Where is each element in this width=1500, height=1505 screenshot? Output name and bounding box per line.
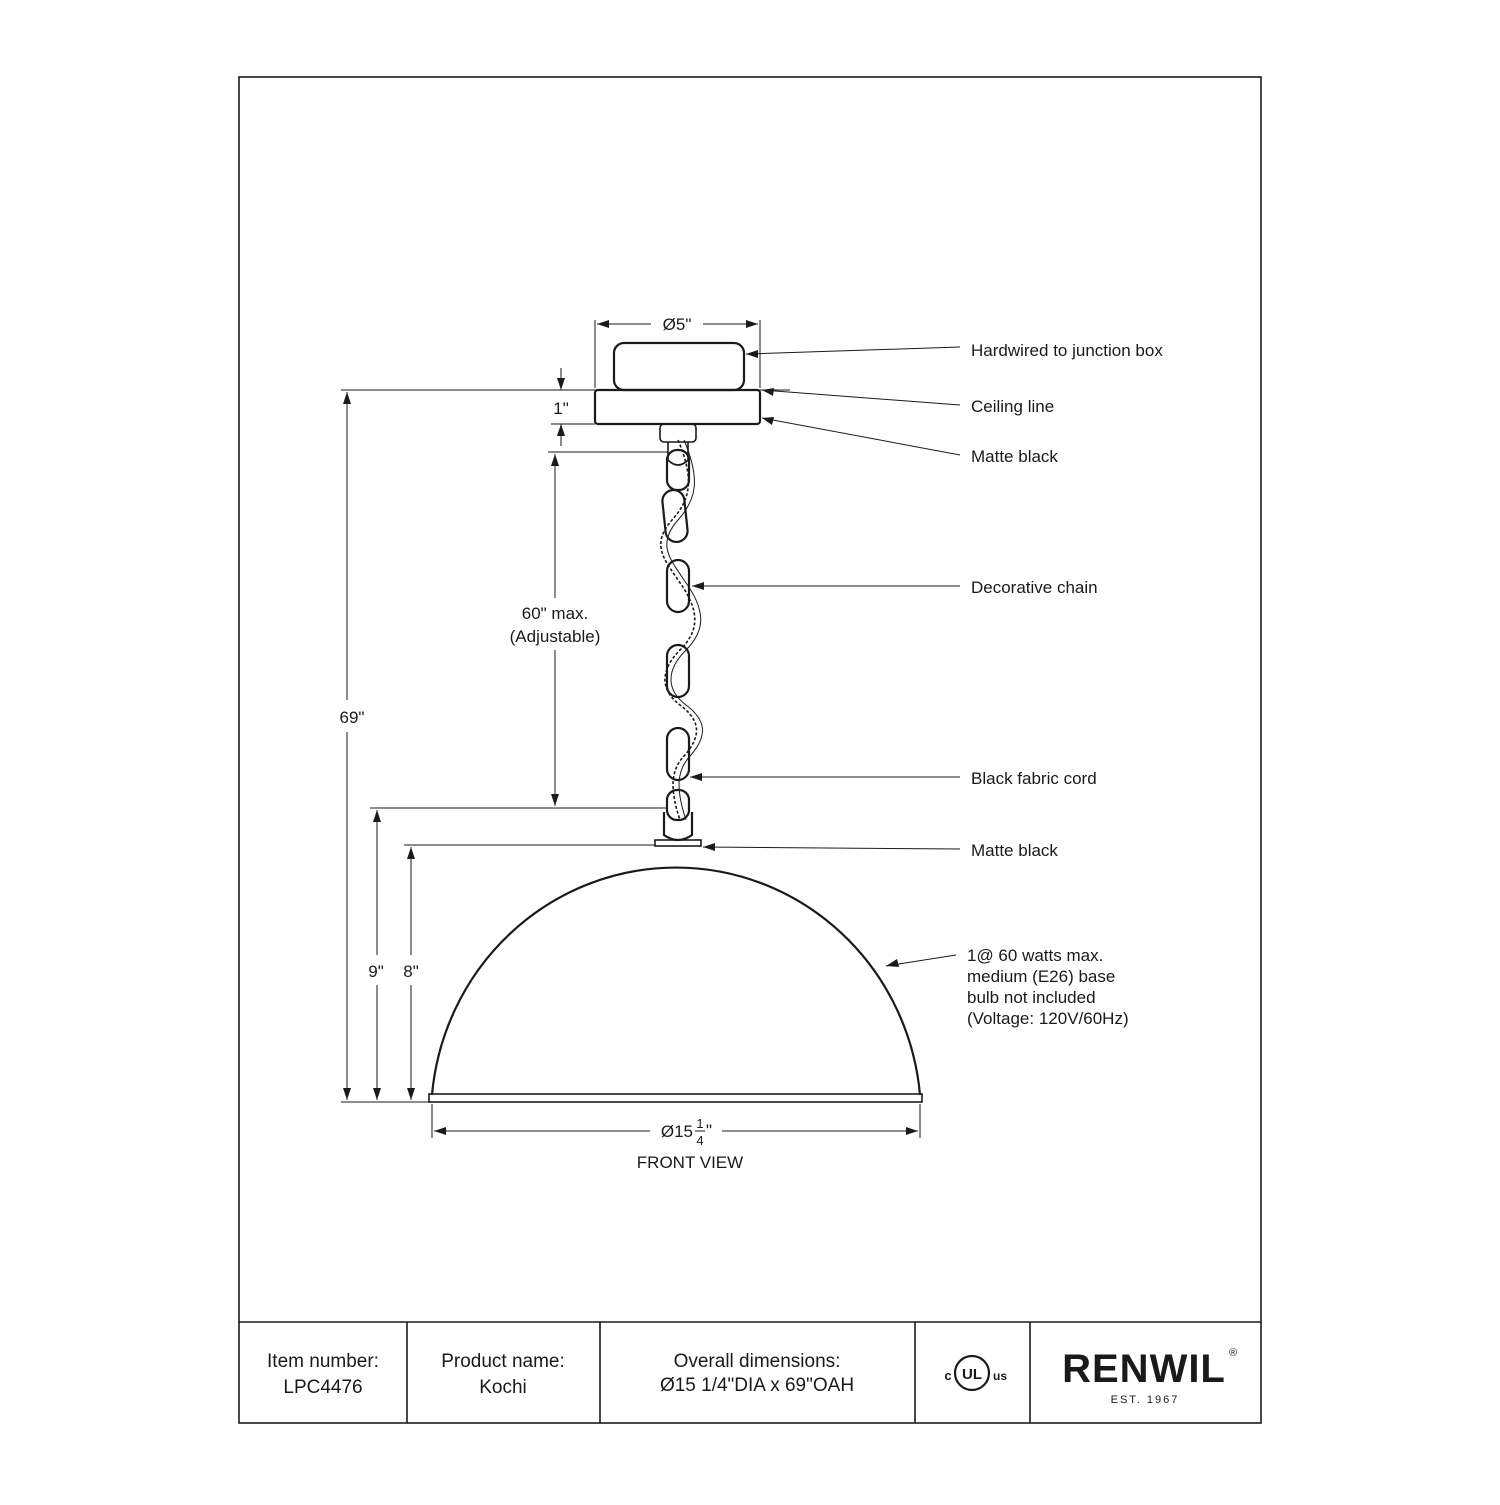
item-number-label: Item number: xyxy=(267,1351,379,1372)
arrow-head xyxy=(703,843,715,851)
culus-certification-icon xyxy=(944,1356,1007,1390)
arrow-head xyxy=(557,424,565,436)
arrow-head xyxy=(597,320,609,328)
callout-bulb-line3: bulb not included xyxy=(967,988,1096,1007)
svg-text:us: us xyxy=(992,1369,1008,1383)
arrow-head xyxy=(551,794,559,806)
shade-height-label: 8" xyxy=(403,962,419,981)
arrow-head xyxy=(373,1088,381,1100)
canopy-dia-label: Ø5" xyxy=(662,315,692,334)
canopy xyxy=(595,390,760,424)
sheet-border xyxy=(239,77,1261,1423)
callout-hardwired: Hardwired to junction box xyxy=(971,341,1163,360)
canopy-loop xyxy=(660,424,696,442)
shade-dia-label: Ø15 xyxy=(660,1122,693,1141)
canopy-height-label: 1" xyxy=(553,399,569,418)
chain-adjustable-label: (Adjustable) xyxy=(509,627,601,646)
shade-dia-inch-mark: " xyxy=(706,1121,713,1140)
arrow-head xyxy=(343,1088,351,1100)
callout-bulb-line1: 1@ 60 watts max. xyxy=(967,946,1104,965)
overall-height-label: 69" xyxy=(339,708,365,727)
leader-line xyxy=(762,390,960,405)
junction-box xyxy=(614,343,744,390)
callout-decorative-chain: Decorative chain xyxy=(971,578,1098,597)
decorative-chain xyxy=(661,450,689,820)
svg-text:UL: UL xyxy=(962,1366,982,1383)
arrow-head xyxy=(557,378,565,390)
leader-line xyxy=(762,418,960,455)
callout-bulb-line4: (Voltage: 120V/60Hz) xyxy=(967,1009,1129,1028)
leader-line xyxy=(746,347,960,354)
overall-dimensions-label: Overall dimensions: xyxy=(673,1351,841,1372)
arrow-head xyxy=(407,847,415,859)
callout-fabric-cord: Black fabric cord xyxy=(971,769,1097,788)
shade-dia-fraction-den: 4 xyxy=(696,1133,704,1148)
arrow-head xyxy=(692,582,704,590)
arrow-head xyxy=(373,810,381,822)
callout-matte-black-shade: Matte black xyxy=(971,841,1058,860)
arrow-head xyxy=(551,454,559,466)
svg-text:c: c xyxy=(944,1368,952,1383)
arrow-head xyxy=(886,959,899,967)
callout-matte-black-canopy: Matte black xyxy=(971,447,1058,466)
fixture-height-label: 9" xyxy=(368,962,384,981)
svg-text:®: ® xyxy=(1229,1347,1238,1359)
overall-dimensions-value: Ø15 1/4"DIA x 69"OAH xyxy=(659,1375,855,1396)
svg-text:RENWIL: RENWIL xyxy=(1062,1347,1226,1391)
product-name-label: Product name: xyxy=(441,1351,565,1372)
callout-bulb-line2: medium (E26) base xyxy=(967,967,1116,986)
item-number-value: LPC4476 xyxy=(283,1377,363,1398)
arrow-head xyxy=(906,1127,918,1135)
arrow-head xyxy=(762,388,774,396)
arrow-head xyxy=(343,392,351,404)
shade-dia-fraction-num: 1 xyxy=(696,1116,704,1131)
arrow-head xyxy=(746,350,758,358)
leader-line xyxy=(703,847,960,849)
product-name-value: Kochi xyxy=(479,1377,527,1398)
svg-text:EST. 1967: EST. 1967 xyxy=(1110,1394,1180,1406)
renwil-logo xyxy=(1062,1347,1237,1406)
arrow-head xyxy=(690,773,702,781)
chain-length-label: 60" max. xyxy=(521,604,589,623)
dome-shade xyxy=(432,868,920,1095)
callout-ceiling-line: Ceiling line xyxy=(971,397,1055,416)
arrow-head xyxy=(434,1127,446,1135)
arrow-head xyxy=(746,320,758,328)
view-label: FRONT VIEW xyxy=(636,1153,744,1172)
shade-rim xyxy=(429,1094,922,1102)
arrow-head xyxy=(407,1088,415,1100)
arrow-head xyxy=(762,417,774,425)
